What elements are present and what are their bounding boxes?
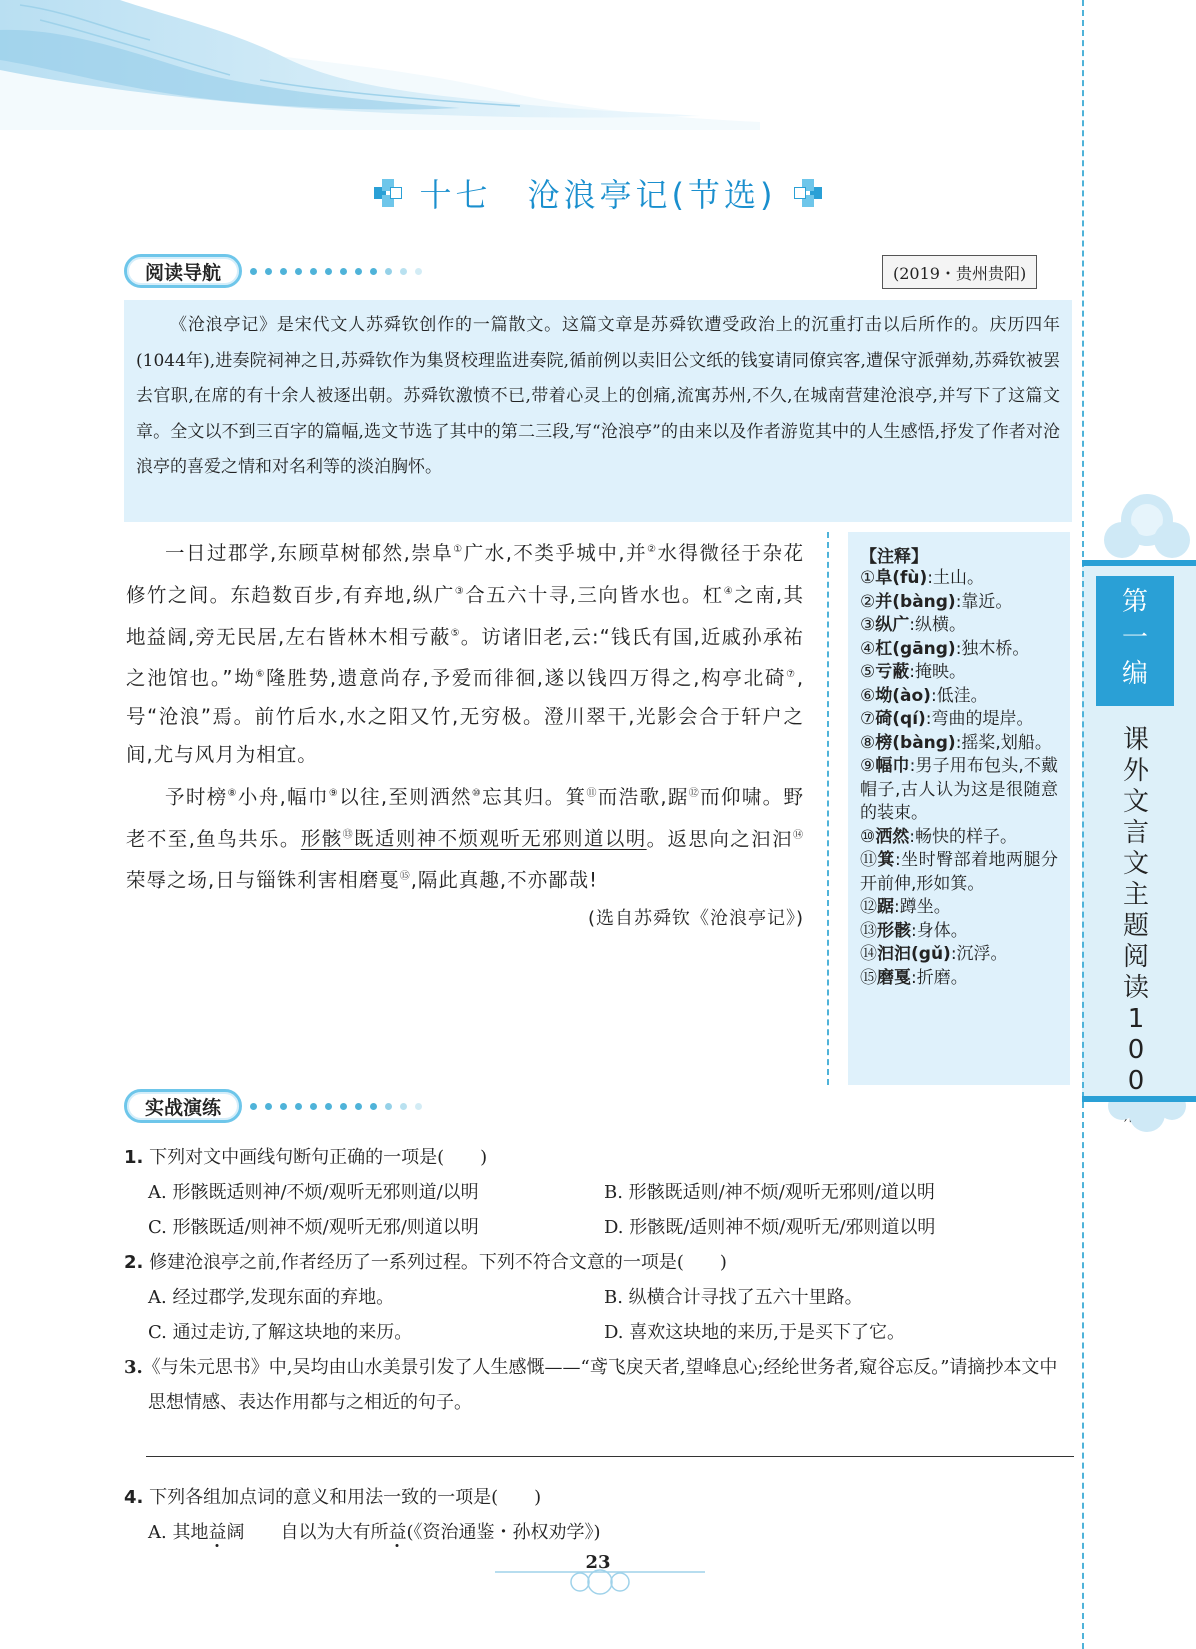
question-4-option-a[interactable]: A. 其地益阔 自以为大有所益(《资治通鉴・孙权劝学》) [148,1522,601,1543]
note-item: ⑩洒然:畅快的样子。 [860,826,1017,847]
intro-text: 《沧浪亭记》是宋代文人苏舜钦创作的一篇散文。这篇文章是苏舜钦遭受政治上的沉重打击以后所作的。庆历四年(1044年),进奏院祠神之日,苏舜钦作为集贤校理监进奏院,循前例以卖旧公文纸的钱宴请同僚宾客,遭保守派弹劾,苏舜钦被罢去官职,在席的有十余人被逐出朝。苏舜钦激愤不已,带着心灵上的创痛,流寓苏州,不久,在城南营建沧浪亭,并写下了这篇文章。全文以不到三百字的篇幅,选文节选了其中的第二三段,写“沧浪亭”的由来以及作者游览其中的人生感悟,抒发了作者对沧浪亭的喜爱之情和对名利等的淡泊胸怀。 [136,315,1060,477]
intro-box [124,300,1072,522]
option-c[interactable]: C. 形骸既适/则神不烦/观听无邪/则道以明 [148,1217,479,1238]
question-2: 2. 修建沧浪亭之前,作者经历了一系列过程。下列不符合文意的一项是( ) [124,1252,727,1273]
note-item: ⑭汩汩(gǔ):沉浮。 [860,944,1008,964]
note-item: ⑤亏蔽:掩映。 [860,662,966,682]
notes-box [848,532,1070,1085]
emphasis-dot-char: 益 [208,1522,227,1543]
reading-guide-header [124,254,422,288]
passage-citation: (选自苏舜钦《沧浪亭记》) [587,908,804,930]
note-item: ②并(bàng):靠近。 [860,591,1013,612]
reading-guide-label: 阅读导航 [124,254,242,288]
section-label-text: 第一编 [1121,587,1148,689]
dots-decoration [250,268,422,275]
title-row [0,168,1196,218]
note-item: ①阜(fù):土山。 [860,568,985,588]
option-a[interactable]: A. 经过郡学,发现东面的弃地。 [148,1287,395,1308]
note-item: ⑫踞:蹲坐。 [860,897,951,917]
cloud-ornament-top-icon [1102,490,1192,562]
answer-space [124,1420,1074,1480]
question-1-options [124,1175,1074,1245]
cloud-ornament-bottom-icon [1102,1102,1192,1152]
note-item: ⑧榜(bàng):摇桨,划船。 [860,732,1052,753]
note-item: ⑬形骸:身体。 [860,920,968,941]
side-tab-top-bar [1082,560,1196,566]
exercises [124,1140,1074,1550]
practice-header [124,1089,422,1123]
question-4: 4. 下列各组加点词的意义和用法一致的一项是( ) [124,1487,542,1508]
title-left-ornament-icon [374,179,402,207]
practice-label: 实战演练 [124,1089,242,1123]
page-title: 十七 沧浪亭记(节选) [419,176,777,214]
dots-decoration [250,1103,422,1110]
option-b[interactable]: B. 纵横合计寻找了五六十里路。 [604,1287,863,1308]
passage [126,531,804,930]
answer-line[interactable] [146,1456,1074,1457]
option-d[interactable]: D. 喜欢这块地的来历,于是买下了它。 [604,1322,905,1343]
side-tab [1082,490,1196,1150]
emphasis-dot-char: 益 [388,1522,407,1543]
series-title [1082,725,1190,1128]
page-number: 23 [585,1552,611,1573]
footer-ornament-icon [495,1568,705,1598]
underlined-sentence: 形骸⑬既适则神不烦观听无邪则道以明 [300,827,647,851]
question-2-options [124,1280,1074,1350]
note-item: ⑮磨戛:折磨。 [860,967,968,988]
note-item: ⑨幅巾:男子用布包头,不戴帽子,古人认为这是很随意的装束。 [860,756,1058,823]
notes-list [860,567,1058,990]
note-item: ⑥坳(ào):低洼。 [860,685,988,706]
option-a[interactable]: A. 形骸既适则神/不烦/观听无邪则道/以明 [148,1182,479,1203]
note-item: ⑦碕(qí):弯曲的堤岸。 [860,709,1034,729]
series-title-text: 课外文言文主题阅读100 [1122,725,1149,1096]
notes-divider [827,532,829,1085]
option-d[interactable]: D. 形骸既/适则神不烦/观听无/邪则道以明 [604,1217,936,1238]
notes-heading: 【注释】 [860,547,928,567]
header-wave-art [0,0,760,130]
section-label [1096,576,1174,706]
note-item: ⑪箕:坐时臀部着地两腿分开前伸,形如箕。 [860,850,1059,894]
passage-paragraph-2: 予时榜⑧小舟,幅巾⑨以往,至则洒然⑩忘其归。箕⑪而浩歌,踞⑫而仰啸。野老不至,鱼鸟共乐。形骸⑬既适则神不烦观听无邪则道以明。返思向之汩汩⑭荣辱之场,日与锱铢利害相磨戛⑮,隔此真趣,不亦鄙哉! [126,785,805,892]
note-item: ③纵广:纵横。 [860,615,966,635]
question-3: 3.《与朱元思书》中,吴均由山水美景引发了人生感慨——“鸢飞戾天者,望峰息心;经纶世务者,窥谷忘反。”请摘抄本文中思想情感、表达作用都与之相近的句子。 [124,1357,1058,1413]
source-tag: (2019・贵州贵阳) [882,255,1037,289]
note-item: ④杠(gāng):独木桥。 [860,638,1030,659]
passage-paragraph-1: 一日过郡学,东顾草树郁然,崇阜①广水,不类乎城中,并②水得微径于杂花修竹之间。东趋数百步,有弃地,纵广③合五六十寻,三向皆水也。杠④之南,其地益阔,旁无民居,左右皆林木相亏蔽⑤。访诸旧老,云:“钱氏有国,近戚孙承祐之池馆也。”坳⑥隆胜势,遗意尚存,予爱而徘徊,遂以钱四万得之,构亭北碕⑦,号“沧浪”焉。前竹后水,水之阳又竹,无穷极。澄川翠干,光影会合于轩户之间,尤与风月为相宜。 [126,541,805,767]
question-1: 1. 下列对文中画线句断句正确的一项是( ) [124,1147,488,1168]
title-right-ornament-icon [794,179,822,207]
option-c[interactable]: C. 通过走访,了解这块地的来历。 [148,1322,413,1343]
option-b[interactable]: B. 形骸既适则/神不烦/观听无邪则/道以明 [604,1182,935,1203]
